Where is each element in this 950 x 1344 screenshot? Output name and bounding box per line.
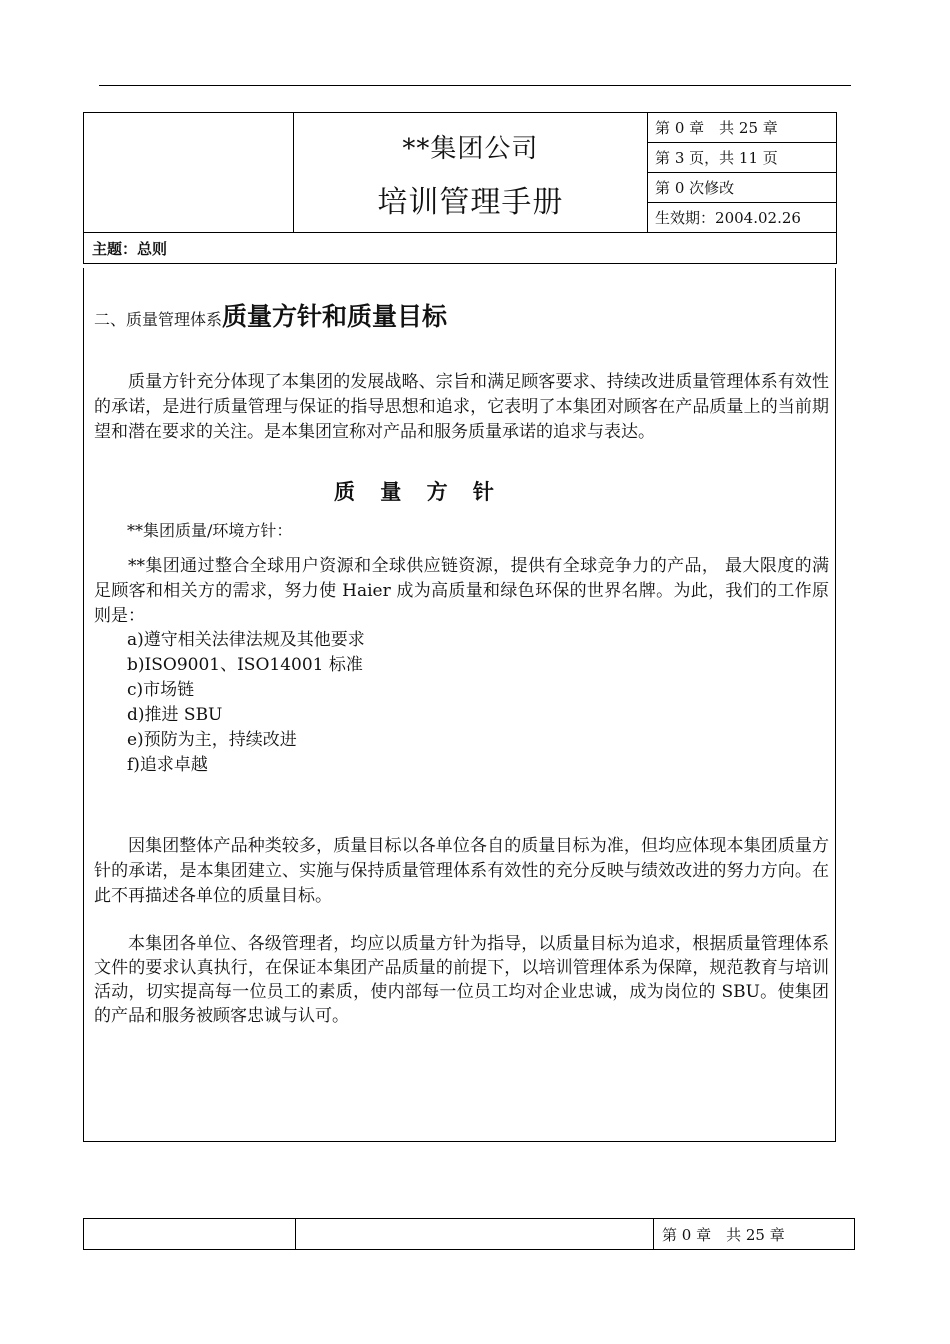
- footer-mid-cell: [296, 1219, 654, 1250]
- header-logo-cell: [84, 113, 294, 233]
- company-name: **集团公司: [402, 134, 539, 164]
- paragraph-policy-statement: **集团通过整合全球用户资源和全球供应链资源，提供有全球竞争力的产品， 最大限度的满足顾客和相关方的需求，努力使 Haier 成为高质量和绿色环保的世界名牌。为此，我们的工作原则是：: [94, 556, 829, 626]
- content-box: [83, 268, 836, 1142]
- list-item: c)市场链: [127, 680, 195, 700]
- footer-left-cell: [84, 1219, 296, 1250]
- page-info: 第 3 页，共 11 页: [648, 143, 837, 173]
- document-footer-table: [83, 1218, 855, 1250]
- policy-intro: **集团质量/环境方针：: [127, 521, 293, 540]
- document-header-table: [83, 112, 837, 264]
- section-heading: [94, 304, 447, 332]
- top-rule: [99, 85, 851, 86]
- chapter-info: 第 0 章 共 25 章: [648, 113, 837, 143]
- effective-date: 生效期：2004.02.26: [648, 203, 837, 233]
- list-item: f)追求卓越: [127, 755, 208, 775]
- policy-title: 质 量 方 针: [334, 480, 503, 504]
- paragraph-management-guidance: 本集团各单位、各级管理者，均应以质量方针为指导，以质量目标为追求，根据质量管理体系文件的要求认真执行，在保证本集团产品质量的前提下，以培训管理体系为保障，规范教育与培训活动，切实提高每一位员工的素质，使内部每一位员工均对企业忠诚，成为岗位的 SBU。使集团的产品和服务被顾客忠诚与认可。: [94, 934, 829, 1026]
- section-title: 质量方针和质量目标: [222, 302, 448, 331]
- list-item: b)ISO9001、ISO14001 标准: [127, 655, 363, 675]
- footer-chapter-info: 第 0 章 共 25 章: [654, 1219, 855, 1250]
- list-item: d)推进 SBU: [127, 705, 223, 725]
- manual-title: 培训管理手册: [377, 185, 564, 220]
- principles-list: [127, 628, 365, 778]
- list-item: e)预防为主，持续改进: [127, 730, 297, 750]
- section-prefix: 二、质量管理体系: [94, 310, 223, 329]
- header-title-cell: [293, 113, 647, 233]
- subject-line: 主题：总则: [84, 233, 837, 264]
- list-item: a)遵守相关法律法规及其他要求: [127, 630, 365, 650]
- revision-info: 第 0 次修改: [648, 173, 837, 203]
- paragraph-policy-description: 质量方针充分体现了本集团的发展战略、宗旨和满足顾客要求、持续改进质量管理体系有效性的承诺，是进行质量管理与保证的指导思想和追求，它表明了本集团对顾客在产品质量上的当前期望和潜在要求的关注。是本集团宣称对产品和服务质量承诺的追求与表达。: [94, 372, 829, 442]
- paragraph-quality-objectives: 因集团整体产品种类较多，质量目标以各单位各自的质量目标为准，但均应体现本集团质量方针的承诺，是本集团建立、实施与保持质量管理体系有效性的充分反映与绩效改进的努力方向。在此不再描述各单位的质量目标。: [94, 836, 829, 906]
